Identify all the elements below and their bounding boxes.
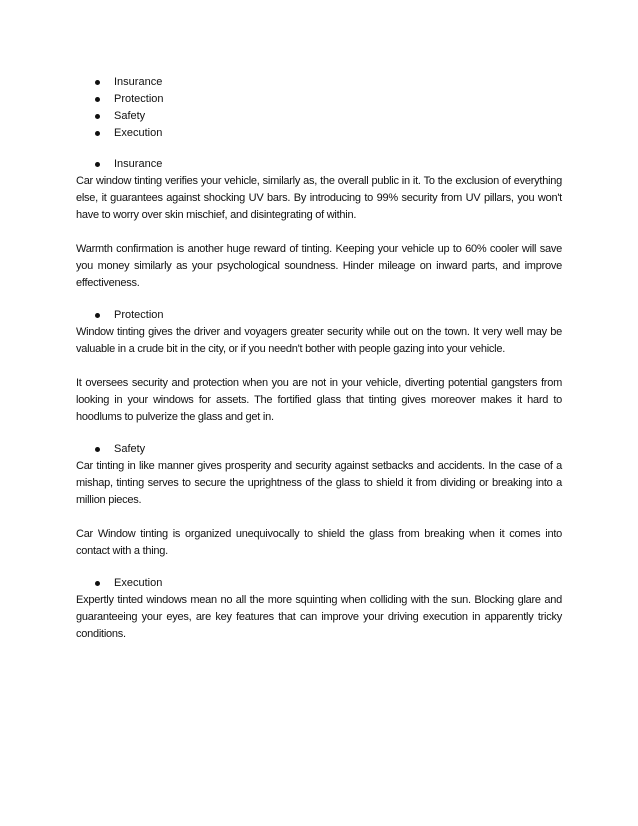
paragraph: Car Window tinting is organized unequivocally to shield the glass from breaking when it comes into contact with a thing. [76,528,562,557]
section-insurance [76,156,562,292]
bullet-icon [95,131,100,136]
paragraph: It oversees security and protection when you are not in your vehicle, diverting potential gangsters from looking in your windows for assets. The fortified glass that tinting gives moreover makes it hard to hoodlums to pulverize the glass and get in. [76,377,562,423]
section-heading-text: Insurance [114,158,163,170]
bullet-icon [95,80,100,85]
paragraph: Car tinting in like manner gives prosperity and security against setbacks and accidents. In the case of a mishap, tinting serves to secure the uprightness of the glass to shield it from dividing or breaking into a million pieces. [76,460,562,506]
section-heading-text: Protection [114,309,164,321]
bullet-icon [95,97,100,102]
topic-list-item [76,125,562,142]
paragraph: Car window tinting verifies your vehicle, similarly as, the overall public in it. To the exclusion of everything else, it guarantees against shocking UV bars. By introducing to 99% security from UV pillars, you won't have to worry over skin mischief, and disintegrating of within. [76,175,562,221]
section-safety [76,441,562,560]
topic-label: Safety [114,110,146,122]
topic-list-item [76,91,562,108]
bullet-icon [95,313,100,318]
paragraph: Expertly tinted windows mean no all the more squinting when colliding with the sun. Blocking glare and guaranteeing your eyes, are key features that can improve your driving execution in apparently tricky conditions. [76,594,562,640]
bullet-icon [95,447,100,452]
section-heading-text: Execution [114,577,163,589]
section-heading [76,307,562,324]
section-heading [76,575,562,592]
paragraph: Warmth confirmation is another huge reward of tinting. Keeping your vehicle up to 60% cooler will save you money similarly as your psychological soundness. Hinder mileage on inward parts, and improve effectiveness. [76,243,562,289]
paragraph: Window tinting gives the driver and voyagers greater security while out on the town. It very well may be valuable in a crude bit in the city, or if you needn't bother with people gazing into your vehicle. [76,326,562,355]
topic-label: Execution [114,127,163,139]
section-protection [76,307,562,426]
section-heading [76,441,562,458]
section-heading [76,156,562,173]
topic-list-item [76,74,562,91]
topic-label: Insurance [114,76,163,88]
topic-list-item [76,108,562,125]
section-execution [76,575,562,643]
bullet-icon [95,581,100,586]
bullet-icon [95,114,100,119]
topic-list [76,74,562,142]
bullet-icon [95,162,100,167]
section-heading-text: Safety [114,443,146,455]
topic-label: Protection [114,93,164,105]
